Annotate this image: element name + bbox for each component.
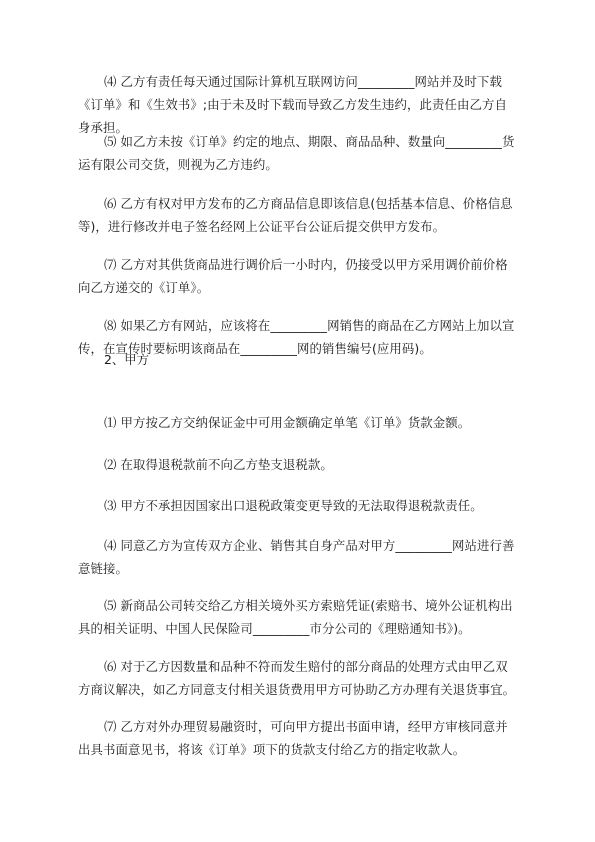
paragraph-a-6: ⑹ 对于乙方因数量和品种不符而发生赔付的部分商品的处理方式由甲乙双方商议解决，如乙方同意支付相关退货费用甲方可协助乙方办理有关退货事宜。 xyxy=(78,659,516,697)
paragraph-a-2: ⑵ 在取得退税款前不向乙方垫支退税款。 xyxy=(104,457,333,472)
paragraph-b1-6: ⑹ 乙方有权对甲方发布的乙方商品信息即该信息(包括基本信息、价格信息等)，进行修改并电子签名经网上公证平台公证后提交供甲方发布。 xyxy=(78,196,513,234)
paragraph-a-7: ⑺ 乙方对外办理贸易融资时，可向甲方提出书面申请，经甲方审核同意并出具书面意见书，将该《订单》项下的货款支付给乙方的指定收款人。 xyxy=(78,719,508,757)
paragraph-a-5: ⑸ 新商品公司转交给乙方相关境外买方索赔凭证(索赔书、境外公证机构出具的相关证明、中国人民保险司_________市分公司的《理赔通知书》)。 xyxy=(78,598,513,636)
section-heading: 2、甲方 xyxy=(104,352,150,367)
paragraph-b1-8: ⑻ 如果乙方有网站，应该将在_________网销售的商品在乙方网站上加以宣传，在宣传时要标明该商品在_________网的销售编号(应用码)。 xyxy=(78,318,515,356)
paragraph-b1-4: ⑷ 乙方有责任每天通过国际计算机互联网访问_________网站并及时下载《订单》和《生效书》;由于未及时下载而导致乙方发生违约，此责任由乙方自身承担。 xyxy=(78,74,507,135)
paragraph-a-3: ⑶ 甲方不承担因国家出口退税政策变更导致的无法取得退税款责任。 xyxy=(104,498,483,513)
paragraph-a-4: ⑷ 同意乙方为宣传双方企业、销售其自身产品对甲方_________网站进行善意链接。 xyxy=(78,538,515,576)
paragraph-a-1: ⑴ 甲方按乙方交纳保证金中可用金额确定单笔《订单》货款金额。 xyxy=(104,415,471,430)
paragraph-b1-7: ⑺ 乙方对其供货商品进行调价后一小时内，仍接受以甲方采用调价前价格向乙方递交的《订单》。 xyxy=(78,257,508,295)
paragraph-b1-5: ⑸ 如乙方未按《订单》约定的地点、期限、商品品种、数量向_________货运有限公司交货，则视为乙方违约。 xyxy=(78,134,515,172)
